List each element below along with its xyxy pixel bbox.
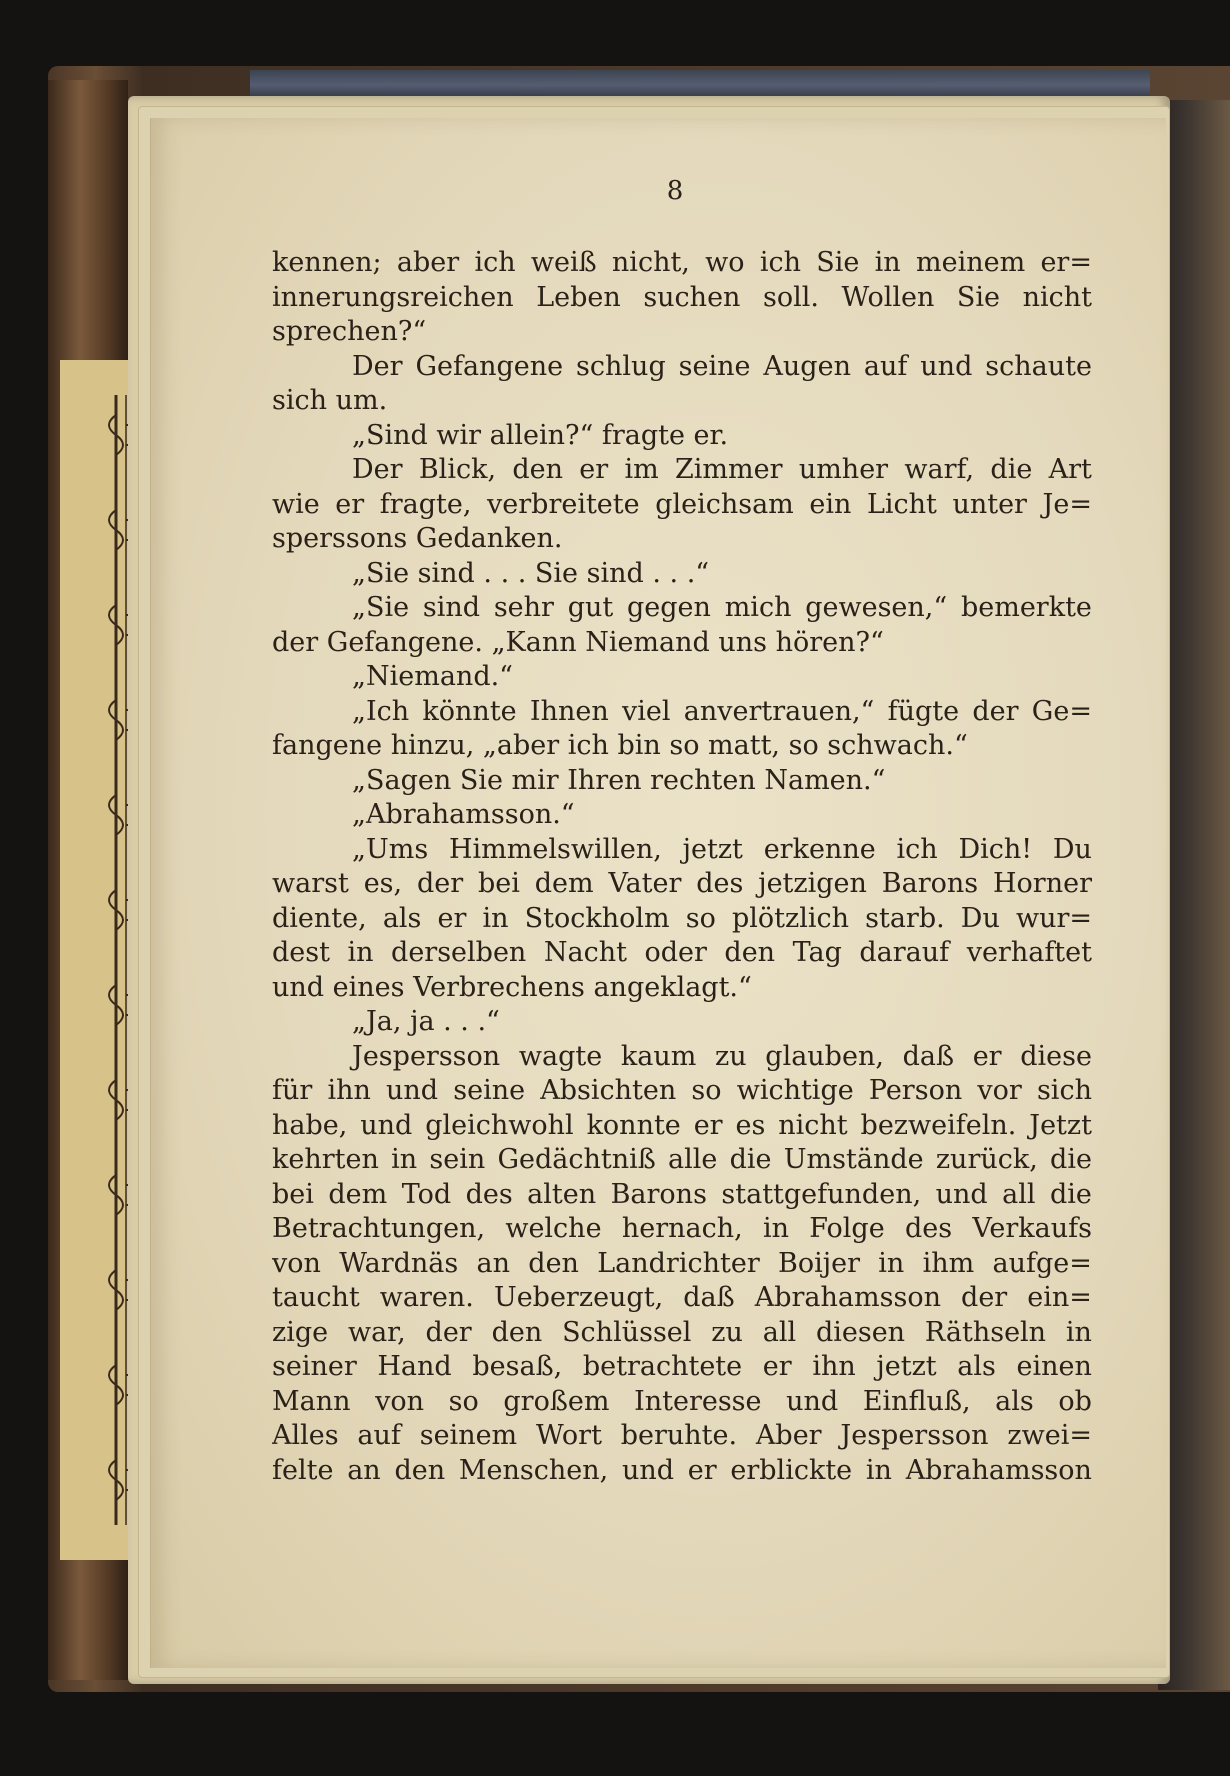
- text-line: Der Blick, den er im Zimmer umher warf, die Art: [352, 454, 1092, 485]
- text-line: „Ich könnte Ihnen viel anvertrauen,“ fügte der Ge=: [352, 695, 1092, 727]
- text-line: „Niemand.“: [352, 661, 513, 692]
- text-line: sich um.: [272, 385, 388, 416]
- text-line: „Sie sind sehr gut gegen mich gewesen,“ bemerkte: [352, 592, 1092, 623]
- text-line: taucht waren. Ueberzeugt, daß Abrahamsson der ein=: [272, 1282, 1092, 1313]
- page-number: 8: [666, 176, 684, 206]
- text-line: „Ums Himmelswillen, jetzt erkenne ich Dich! Du: [352, 833, 1092, 865]
- text-line: wie er fragte, verbreitete gleichsam ein Licht unter Je=: [272, 488, 1092, 520]
- text-line: „Abrahamsson.“: [352, 799, 575, 830]
- body-text: [272, 246, 1092, 1488]
- text-line: sprechen?“: [272, 316, 427, 347]
- text-line: von Wardnäs an den Landrichter Boijer in ihm aufge=: [272, 1247, 1092, 1279]
- text-line: kennen; aber ich weiß nicht, wo ich Sie in meinem er=: [272, 247, 1092, 278]
- text-line: „Sagen Sie mir Ihren rechten Namen.“: [352, 764, 886, 796]
- text-line: sperssons Gedanken.: [272, 523, 563, 554]
- text-line: für ihn und seine Absichten so wichtige Person vor sich: [272, 1075, 1092, 1106]
- text-line: Jespersson wagte kaum zu glauben, daß er diese: [352, 1040, 1092, 1072]
- text-line: felte an den Menschen, und er erblickte in Abrahamsson: [272, 1454, 1092, 1486]
- text-line: Mann von so großem Interesse und Einfluß, als ob: [272, 1385, 1092, 1417]
- text-line: innerungsreichen Leben suchen soll. Wollen Sie nicht: [272, 281, 1092, 313]
- text-line: Betrachtungen, welche hernach, in Folge des Verkaufs: [272, 1213, 1092, 1244]
- text-line: der Gefangene. „Kann Niemand uns hören?“: [272, 626, 884, 658]
- text-line: und eines Verbrechens angeklagt.“: [272, 971, 752, 1003]
- text-line: Der Gefangene schlug seine Augen auf und schaute: [352, 350, 1092, 382]
- text-line: „Sind wir allein?“ fragte er.: [352, 419, 729, 451]
- text-line: fangene hinzu, „aber ich bin so matt, so schwach.“: [272, 730, 968, 761]
- text-line: „Sie sind . . . Sie sind . . .“: [352, 557, 710, 589]
- text-line: zige war, der den Schlüssel zu all diesen Räthseln in: [272, 1316, 1092, 1348]
- text-line: kehrten in sein Gedächtniß alle die Umstände zurück, die: [272, 1144, 1092, 1175]
- text-line: Alles auf seinem Wort beruhte. Aber Jespersson zwei=: [272, 1420, 1092, 1451]
- text-line: seiner Hand besaß, betrachtete er ihn jetzt als einen: [272, 1351, 1092, 1382]
- text-line: diente, als er in Stockholm so plötzlich starb. Du wur=: [272, 902, 1092, 934]
- text-line: dest in derselben Nacht oder den Tag darauf verhaftet: [272, 937, 1092, 968]
- text-line: habe, und gleichwohl konnte er es nicht bezweifeln. Jetzt: [272, 1109, 1092, 1141]
- text-line: bei dem Tod des alten Barons stattgefunden, und all die: [272, 1178, 1092, 1210]
- text-line: „Ja, ja . . .“: [352, 1006, 500, 1037]
- text-line: warst es, der bei dem Vater des jetzigen Barons Horner: [272, 868, 1092, 899]
